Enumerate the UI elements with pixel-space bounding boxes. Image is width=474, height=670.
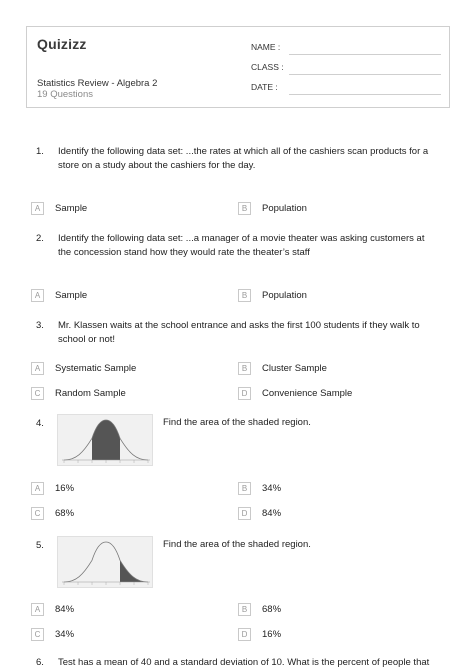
q1-option-b[interactable]	[238, 202, 418, 216]
question-text: Identify the following data set: ...a manager of a movie theater was asking customers at the concession stand how they would rate the theater’s staff	[58, 233, 425, 258]
shaded-region	[120, 560, 148, 582]
option-letter: B	[238, 482, 251, 495]
option-text: Cluster Sample	[262, 363, 327, 374]
option-text: 68%	[55, 508, 75, 519]
option-letter: D	[238, 628, 251, 641]
question-number: 3.	[36, 320, 44, 331]
date-line	[289, 94, 441, 95]
option-text: 34%	[55, 629, 75, 640]
name-line	[289, 54, 441, 55]
class-line	[289, 74, 441, 75]
question-number: 5.	[36, 540, 44, 551]
worksheet-header	[26, 26, 450, 108]
option-letter: A	[31, 482, 44, 495]
option-letter: C	[31, 507, 44, 520]
option-letter: B	[238, 289, 251, 302]
axis-ticks	[64, 582, 148, 585]
q5-option-a[interactable]	[31, 603, 211, 617]
option-text: 68%	[262, 604, 282, 615]
worksheet-title: Statistics Review - Algebra 2	[37, 78, 158, 89]
question-number: 2.	[36, 233, 44, 244]
quizizz-logo: Quizizz	[37, 36, 87, 52]
normal-curve-middle-shaded	[58, 415, 154, 467]
date-field[interactable]	[251, 81, 441, 95]
option-text: Population	[262, 203, 307, 214]
q4-option-a[interactable]	[31, 482, 211, 496]
option-text: Sample	[55, 203, 88, 214]
option-letter: A	[31, 362, 44, 375]
q4-option-d[interactable]	[238, 507, 418, 521]
option-letter: A	[31, 603, 44, 616]
curve-outline	[64, 542, 148, 582]
option-letter: B	[238, 202, 251, 215]
option-text: Population	[262, 290, 307, 301]
q4-option-c[interactable]	[31, 507, 211, 521]
option-text: Random Sample	[55, 388, 126, 399]
q4-option-b[interactable]	[238, 482, 418, 496]
question-count: 19 Questions	[37, 89, 93, 100]
q4-prompt: Find the area of the shaded region.	[163, 417, 311, 428]
option-text: 84%	[262, 508, 282, 519]
question-text: Test has a mean of 40 and a standard deviation of 10. What is the percent of people that	[58, 657, 430, 668]
option-text: Sample	[55, 290, 88, 301]
option-letter: C	[31, 628, 44, 641]
class-label: CLASS :	[251, 62, 284, 72]
question-number: 1.	[36, 146, 44, 157]
date-label: DATE :	[251, 82, 278, 92]
option-letter: B	[238, 362, 251, 375]
q2-option-a[interactable]	[31, 289, 211, 303]
option-letter: B	[238, 603, 251, 616]
q5-option-d[interactable]	[238, 628, 418, 642]
q2-option-b[interactable]	[238, 289, 418, 303]
shaded-region	[92, 420, 120, 460]
q5-option-c[interactable]	[31, 628, 211, 642]
option-letter: A	[31, 289, 44, 302]
question-text: Identify the following data set: ...the rates at which all of the cashiers scan products for a store on a study about the cashiers for the day.	[58, 146, 429, 171]
option-text: 16%	[55, 483, 75, 494]
option-letter: D	[238, 387, 251, 400]
question-number: 4.	[36, 418, 44, 429]
option-letter: C	[31, 387, 44, 400]
option-text: 84%	[55, 604, 75, 615]
q3-option-b[interactable]	[238, 362, 418, 376]
normal-curve-right-tail-shaded	[58, 537, 154, 589]
q4-normal-curve-image	[57, 414, 153, 466]
axis-ticks	[64, 460, 148, 463]
q5-prompt: Find the area of the shaded region.	[163, 539, 311, 550]
option-text: 16%	[262, 629, 282, 640]
q3-option-a[interactable]	[31, 362, 211, 376]
question-number: 6.	[36, 657, 44, 668]
q5-normal-curve-image	[57, 536, 153, 588]
name-field[interactable]	[251, 41, 441, 55]
option-text: Systematic Sample	[55, 363, 137, 374]
name-label: NAME :	[251, 42, 281, 52]
class-field[interactable]	[251, 61, 441, 75]
q1-option-a[interactable]	[31, 202, 211, 216]
q3-option-c[interactable]	[31, 387, 211, 401]
option-text: Convenience Sample	[262, 388, 353, 399]
question-text: Mr. Klassen waits at the school entrance and asks the first 100 students if they walk to school or not!	[58, 320, 420, 345]
q3-option-d[interactable]	[238, 387, 418, 401]
option-letter: D	[238, 507, 251, 520]
option-letter: A	[31, 202, 44, 215]
option-text: 34%	[262, 483, 282, 494]
q5-option-b[interactable]	[238, 603, 418, 617]
